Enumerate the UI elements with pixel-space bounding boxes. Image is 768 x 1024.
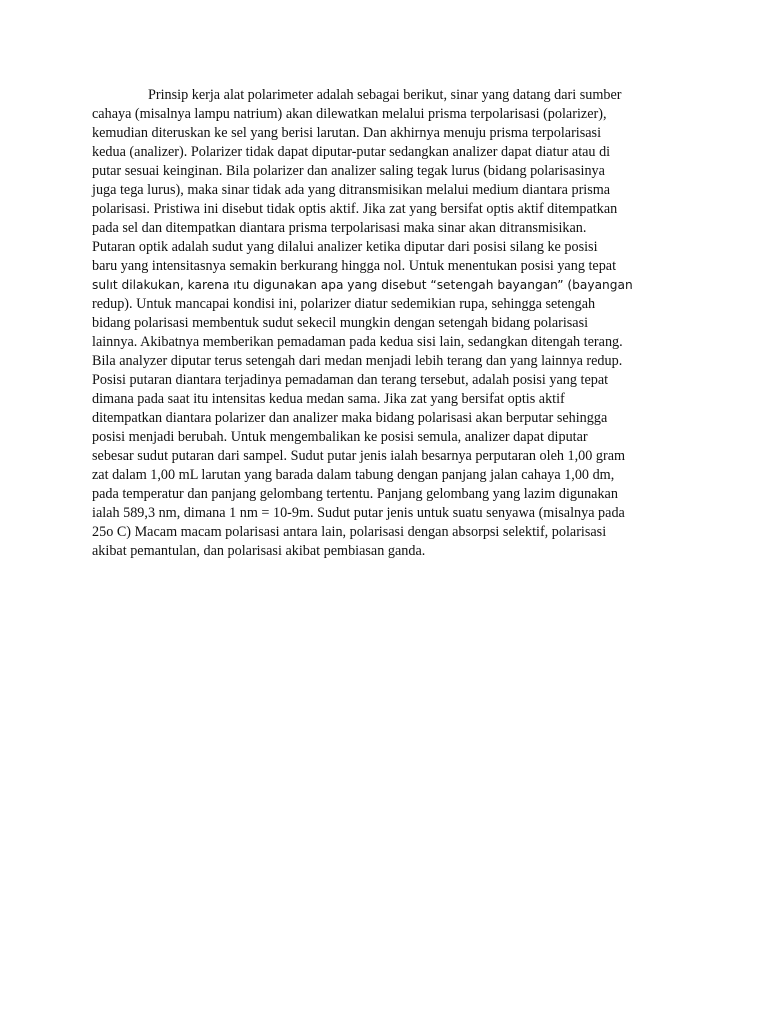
paragraph-line: Posisi putaran diantara terjadinya pemadaman dan terang tersebut, adalah posisi yang tepat [92, 372, 609, 388]
paragraph-line: kemudian diteruskan ke sel yang berisi larutan. Dan akhirnya menuju prisma terpolarisasi [92, 125, 602, 141]
paragraph-line: ialah 589,3 nm, dimana 1 nm = 10-9m. Sudut putar jenis untuk suatu senyawa (misalnya pada [92, 505, 625, 521]
paragraph-line: sebesar sudut putaran dari sampel. Sudut putar jenis ialah besarnya perputaran oleh 1,00 gram [92, 448, 626, 464]
paragraph-line: cahaya (misalnya lampu natrium) akan dilewatkan melalui prisma terpolarisasi (polarizer), [92, 106, 607, 122]
paragraph-line: redup). Untuk mancapai kondisi ini, polarizer diatur sedemikian rupa, sehingga setengah [92, 296, 596, 312]
paragraph-line: putar sesuai keinginan. Bila polarizer dan analizer saling tegak lurus (bidang polarisasinya [92, 163, 605, 179]
paragraph-line: kedua (analizer). Polarizer tidak dapat diputar-putar sedangkan analizer dapat diatur atau di [92, 144, 611, 160]
paragraph-line: bidang polarisasi membentuk sudut sekecil mungkin dengan setengah bidang polarisasi [92, 315, 589, 331]
paragraph-line: juga tega lurus), maka sinar tidak ada yang ditransmisikan melalui medium diantara prisma [92, 182, 611, 198]
paragraph-line: ditempatkan diantara polarizer dan analizer maka bidang polarisasi akan berputar sehingga [92, 410, 608, 426]
paragraph-line: Bila analyzer diputar terus setengah dari medan menjadi lebih terang dan yang lainnya redup. [92, 353, 623, 369]
paragraph-line: akibat pemantulan, dan polarisasi akibat pembiasan ganda. [92, 543, 426, 559]
paragraph-line: Putaran optik adalah sudut yang dilalui analizer ketika diputar dari posisi silang ke posisi [92, 239, 598, 255]
paragraph-line: baru yang intensitasnya semakin berkurang hingga nol. Untuk menentukan posisi yang tepat [92, 258, 617, 274]
paragraph-line: polarisasi. Pristiwa ini disebut tidak optis aktif. Jika zat yang bersifat optis aktif ditempatkan [92, 201, 618, 217]
paragraph-line: sulıt dilakukan, karena ıtu digunakan apa yang disebut “setengah bayangan” (bayangan [92, 278, 633, 292]
paragraph-line: posisi menjadi berubah. Untuk mengembalikan ke posisi semula, analizer dapat diputar [92, 429, 588, 445]
paragraph-line: 25o C) Macam macam polarisasi antara lain, polarisasi dengan absorpsi selektif, polarisasi [92, 524, 607, 540]
paragraph-line: dimana pada saat itu intensitas kedua medan sama. Jika zat yang bersifat optis aktif [92, 391, 565, 407]
body-paragraph [92, 86, 682, 561]
paragraph-line: pada sel dan ditempatkan diantara prisma terpolarisasi maka sinar akan ditransmisikan. [92, 220, 587, 236]
paragraph-line: lainnya. Akibatnya memberikan pemadaman pada kedua sisi lain, sedangkan ditengah terang. [92, 334, 623, 350]
paragraph-line: zat dalam 1,00 mL larutan yang barada dalam tabung dengan panjang jalan cahaya 1,00 dm, [92, 467, 615, 483]
paragraph-line: Prinsip kerja alat polarimeter adalah sebagai berikut, sinar yang datang dari sumber [148, 87, 622, 103]
paragraph-line: pada temperatur dan panjang gelombang tertentu. Panjang gelombang yang lazim digunakan [92, 486, 618, 502]
